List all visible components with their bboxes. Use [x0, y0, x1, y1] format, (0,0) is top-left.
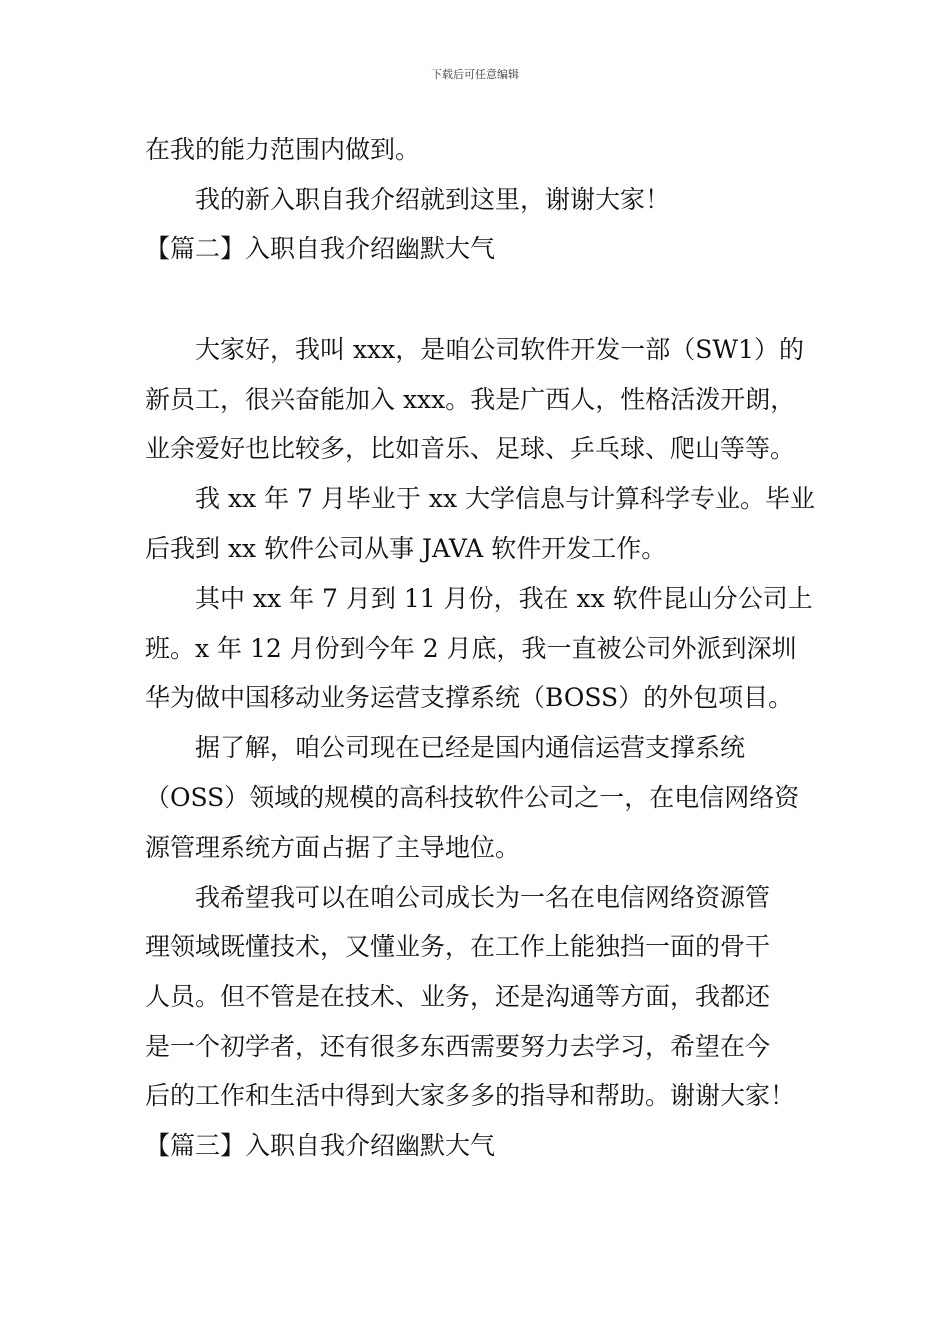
section-heading: 【篇二】入职自我介绍幽默大气: [145, 234, 496, 263]
text-line: 新员工，很兴奋能加入 xxx。我是广西人，性格活泼开朗，: [145, 385, 796, 414]
text-line: 我希望我可以在咱公司成长为一名在电信网络资源管: [195, 883, 771, 912]
text-line: 理领域既懂技术，又懂业务，在工作上能独挡一面的骨干: [145, 932, 771, 961]
text-line: 业余爱好也比较多，比如音乐、足球、乒乓球、爬山等等。: [145, 434, 796, 463]
text-line: 华为做中国移动业务运营支撑系统（BOSS）的外包项目。: [145, 683, 794, 712]
text-line: 我 xx 年 7 月毕业于 xx 大学信息与计算科学专业。毕业: [195, 484, 815, 513]
text-line: 源管理系统方面占据了主导地位。: [145, 833, 521, 862]
text-line: 是一个初学者，还有很多东西需要努力去学习，希望在今: [145, 1032, 771, 1061]
text-line: 在我的能力范围内做到。: [145, 135, 421, 164]
text-line: 据了解，咱公司现在已经是国内通信运营支撑系统: [195, 733, 746, 762]
text-line: 人员。但不管是在技术、业务，还是沟通等方面，我都还: [145, 982, 771, 1011]
text-line: 其中 xx 年 7 月到 11 月份，我在 xx 软件昆山分公司上: [195, 584, 813, 613]
text-line: 班。x 年 12 月份到今年 2 月底，我一直被公司外派到深圳: [145, 634, 797, 663]
page-header: 下载后可任意编辑: [431, 68, 519, 81]
text-line: 后的工作和生活中得到大家多多的指导和帮助。谢谢大家！: [145, 1081, 796, 1110]
text-line: 后我到 xx 软件公司从事 JAVA 软件开发工作。: [145, 534, 667, 563]
text-line: （OSS）领域的规模的高科技软件公司之一，在电信网络资: [145, 783, 800, 812]
text-line: 大家好，我叫 xxx，是咱公司软件开发一部（SW1）的: [195, 335, 804, 364]
text-line: 我的新入职自我介绍就到这里，谢谢大家！: [195, 185, 671, 214]
section-heading: 【篇三】入职自我介绍幽默大气: [145, 1131, 496, 1160]
